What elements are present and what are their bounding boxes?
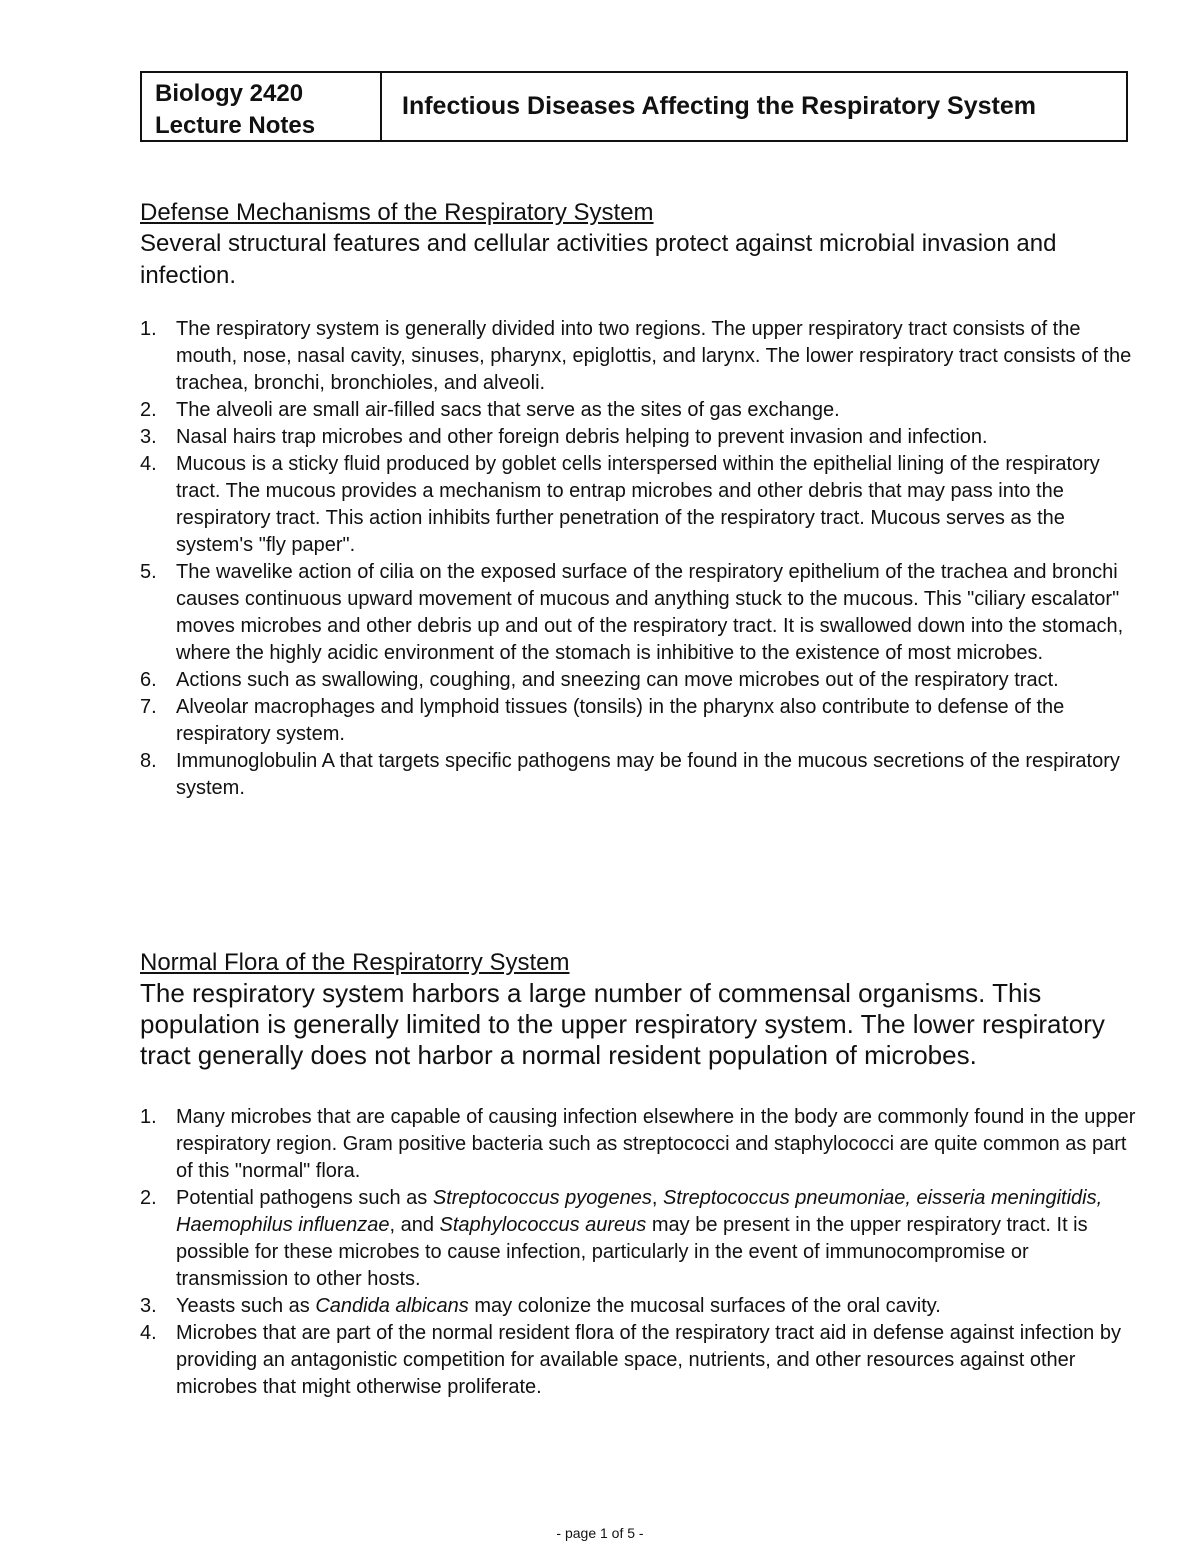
species-name: Candida albicans [315, 1295, 469, 1317]
list-item [140, 1104, 1140, 1185]
course-label [142, 73, 382, 140]
list-item-text: Many microbes that are capable of causing infection elsewhere in the body are commonly found in the upper respiratory region. Gram positive bacteria such as streptococci and staphylococci are quite common as part of this "normal" flora. [176, 1106, 1136, 1182]
list-item-text: Microbes that are part of the normal resident flora of the respiratory tract aid in defense against infection by providing an antagonistic competition for available space, nutrients, and other resources against other microbes that might otherwise proliferate. [176, 1322, 1121, 1398]
section-title: Normal Flora of the Respiratorry System [140, 949, 570, 976]
list-item-text: Nasal hairs trap microbes and other foreign debris helping to prevent invasion and infection. [176, 426, 988, 448]
list-number: 2. [140, 399, 157, 421]
list-number: 6. [140, 669, 157, 691]
list-item-text: The respiratory system is generally divided into two regions. The upper respiratory tract consists of the mouth, nose, nasal cavity, sinuses, pharynx, epiglottis, and larynx. The lower respiratory tract consists of the trachea, bronchi, bronchioles, and alveoli. [176, 318, 1132, 394]
section-intro: The respiratory system harbors a large number of commensal organisms. This population is generally limited to the upper respiratory system. The lower respiratory tract generally does not harbor a normal resident population of microbes. [140, 978, 1105, 1070]
list-item [140, 694, 1140, 748]
list-item-text: Actions such as swallowing, coughing, and sneezing can move microbes out of the respiratory tract. [176, 669, 1059, 691]
list-number: 1. [140, 1106, 157, 1128]
section-title: Defense Mechanisms of the Respiratory System [140, 199, 654, 226]
list-item-text: The alveoli are small air-filled sacs that serve as the sites of gas exchange. [176, 399, 840, 421]
section-normal-flora [140, 948, 1140, 1401]
list-item [140, 1293, 1140, 1320]
list-number: 7. [140, 696, 157, 718]
flora-list [140, 1104, 1140, 1401]
text-segment: Yeasts such as [176, 1295, 316, 1317]
list-item-text: Immunoglobulin A that targets specific pathogens may be found in the mucous secretions of the respiratory system. [176, 750, 1120, 799]
list-item-text: Alveolar macrophages and lymphoid tissues (tonsils) in the pharynx also contribute to defense of the respiratory system. [176, 696, 1065, 745]
list-item [140, 316, 1140, 397]
course-name: Biology 2420 [155, 80, 304, 107]
section-intro: Several structural features and cellular activities protect against microbial invasion and infection. [140, 230, 1057, 289]
list-number: 5. [140, 561, 157, 583]
text-segment: , [651, 1187, 664, 1209]
list-number: 4. [140, 1322, 157, 1344]
text-segment: Potential pathogens such as [176, 1187, 433, 1209]
list-item [140, 397, 1140, 424]
document-title: Infectious Diseases Affecting the Respiratory System [402, 92, 1036, 120]
species-name: Streptococcus pyogenes [432, 1187, 652, 1209]
header-box [140, 71, 1128, 142]
list-item [140, 1320, 1140, 1401]
list-item [140, 451, 1140, 559]
list-item-text [176, 1187, 1102, 1290]
list-number: 4. [140, 453, 157, 475]
course-notes-label: Lecture Notes [155, 112, 316, 139]
list-item-text: The wavelike action of cilia on the exposed surface of the respiratory epithelium of the trachea and bronchi causes continuous upward movement of mucous and anything stuck to the mucous. This "ciliary escalator" moves microbes and other debris up and out of the respiratory tract. It is swallowed down into the stomach, where the highly acidic environment of the stomach is inhibitive to the existence of most microbes. [176, 561, 1124, 664]
list-item-text [176, 1295, 941, 1317]
list-number: 3. [140, 1295, 157, 1317]
list-item [140, 559, 1140, 667]
defense-list [140, 316, 1140, 802]
list-item [140, 424, 1140, 451]
species-name: Streptococcus pneumoniae, eisseria meningitidis, Haemophilus influenzae [176, 1187, 1103, 1236]
list-item-text: Mucous is a sticky fluid produced by goblet cells interspersed within the epithelial lining of the respiratory tract. The mucous provides a mechanism to entrap microbes and other debris that may pass into the respiratory tract. This action inhibits further penetration of the respiratory tract. Mucous serves as the system's "fly paper". [176, 453, 1100, 556]
page-footer: - page 1 of 5 - [556, 1525, 644, 1541]
text-segment: , and [389, 1214, 440, 1236]
list-item [140, 667, 1140, 694]
section-defense-mechanisms [140, 198, 1140, 802]
list-item [140, 1185, 1140, 1293]
list-number: 2. [140, 1187, 157, 1209]
list-number: 3. [140, 426, 157, 448]
text-segment: may be present in the upper respiratory tract. It is possible for these microbes to cause infection, particularly in the event of immunocompromise or transmission to other hosts. [176, 1214, 1088, 1290]
species-name: Staphylococcus aureus [439, 1214, 647, 1236]
text-segment: may colonize the mucosal surfaces of the oral cavity. [468, 1295, 941, 1317]
list-number: 8. [140, 750, 157, 772]
list-number: 1. [140, 318, 157, 340]
list-item [140, 748, 1140, 802]
